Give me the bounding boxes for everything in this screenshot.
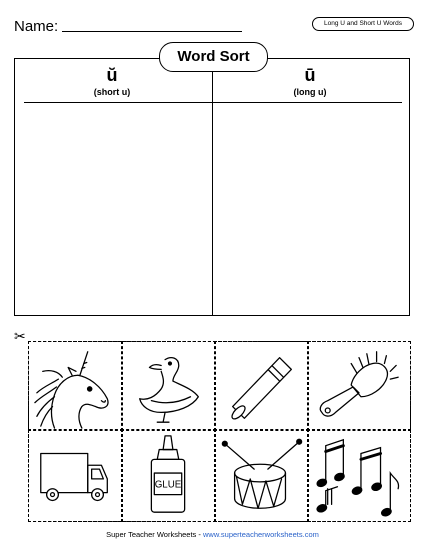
music-notes-icon — [308, 430, 410, 521]
footer-brand: Super Teacher Worksheets - — [106, 530, 203, 539]
tube-icon — [215, 342, 308, 430]
name-line[interactable] — [62, 31, 242, 32]
unicorn-icon — [29, 342, 122, 430]
truck-icon — [29, 430, 122, 521]
long-u-label: (long u) — [293, 87, 327, 97]
card-tube[interactable] — [214, 341, 309, 431]
short-u-column-header — [42, 66, 182, 97]
card-truck[interactable] — [28, 429, 123, 522]
duck-icon — [122, 342, 215, 430]
topic-badge: Long U and Short U Words — [312, 17, 414, 31]
glue-bottle-icon — [122, 430, 215, 521]
card-brush[interactable] — [307, 341, 411, 431]
long-u-column-header — [240, 66, 380, 97]
scissors-icon: ✂ — [14, 328, 26, 344]
card-duck[interactable] — [121, 341, 216, 431]
short-u-symbol: ŭ — [106, 65, 118, 85]
brush-icon — [308, 342, 410, 430]
drum-icon — [215, 430, 308, 521]
card-drum[interactable] — [214, 429, 309, 522]
header-rule — [24, 102, 402, 103]
column-divider — [212, 72, 213, 316]
glue-label: GLUE — [154, 479, 182, 491]
long-u-symbol: ū — [304, 65, 316, 85]
footer — [0, 530, 425, 539]
card-music-notes[interactable] — [307, 429, 411, 522]
name-label: Name: — [14, 18, 59, 35]
short-u-label: (short u) — [93, 87, 131, 97]
card-glue[interactable] — [121, 429, 216, 522]
footer-link[interactable]: www.superteacherworksheets.com — [202, 530, 319, 539]
card-unicorn[interactable] — [28, 341, 123, 431]
chart-title: Word Sort — [159, 42, 268, 72]
